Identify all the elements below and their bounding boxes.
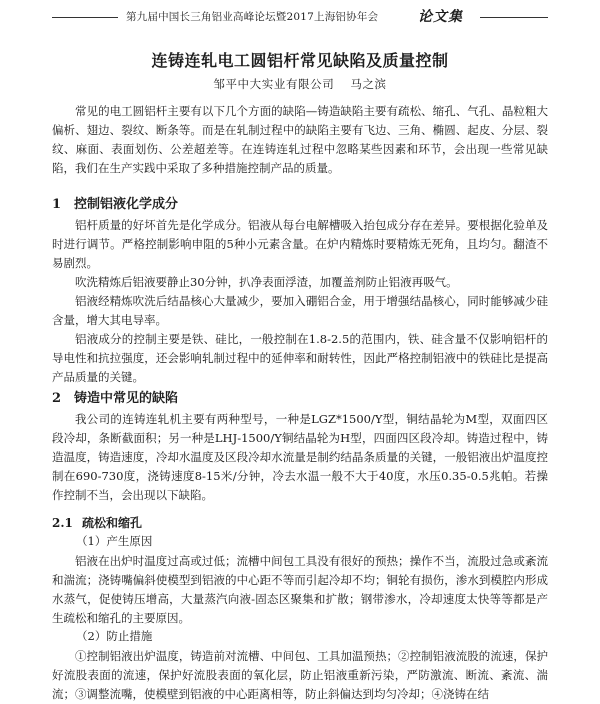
paragraph: 铝液经精炼吹洗后结晶核心大量减少，要加入硼铝合金，用于增强结晶核心，同时能够减少硅含量，增大其电导率。 xyxy=(52,294,548,327)
paragraph: 铝液在出炉时温度过高或过低；流槽中间包工具没有很好的预热；操作不当，流股过急或紊流和湍流；浇铸嘴偏斜使模型到铝液的中心距不等而引起冷却不均；铜轮有损伤，渗水到模腔内形成水蒸气，促使铸压增高，大量蒸汽向液-固态区聚集和扩散；钢带渗水，冷却速度太快等等都是产生疏松和缩孔的主要原因。 xyxy=(52,554,548,625)
section-2-heading xyxy=(52,387,178,406)
section-1-number: 1 xyxy=(52,197,62,212)
section-2-number: 2 xyxy=(52,391,62,406)
header-rule-left xyxy=(52,17,118,18)
section-2-title: 铸造中常见的缺陷 xyxy=(74,391,179,406)
paragraph: ①控制铝液出炉温度，铸造前对流槽、中间包、工具加温预热；②控制铝液流股的流速，保护好流股表面的流速，保护好流股表面的氧化层，防止铝液重新污染，严防激流、断流、紊流、湍流；③调整流嘴，使模壁到铝液的中心距离相等，防止斜偏达到均匀冷却；④浇铸在结 xyxy=(52,649,548,701)
section-1-title: 控制铝液化学成分 xyxy=(74,197,179,212)
paragraph: 铝杆质量的好坏首先是化学成分。铝液从每台电解槽吸入抬包成分存在差异。要根据化验单及时进行调节。严格控制影响申阻的5种小元素含量。在炉内精炼时要精炼无死角，且均匀。翻渣不易剧烈。 xyxy=(52,218,548,270)
section-2-body xyxy=(52,410,548,505)
section-1-body xyxy=(52,216,548,387)
affiliation: 邹平中大实业有限公司 xyxy=(213,77,335,91)
header-rule-right xyxy=(480,17,548,18)
measure-label: （2）防止措施 xyxy=(76,629,153,643)
paper-title: 连铸连轧电工圆铝杆常见缺陷及质量控制 xyxy=(151,51,449,70)
paragraph: 我公司的连铸连轧机主要有两种型号，一种是LGZ*1500/Y型，铜结晶轮为M型，双面四区段冷却，条断截面积；另一种是LHJ-1500/Y铜结晶轮为H型，四面四区段冷却。铸造过程中，铸造温度，铸造速度，冷却水温度及区段冷却水流量是制约结晶条质量的关键，一般铝液出炉温度控制在690-730度，浇铸速度8-15米/分钟，冷去水温一般不大于40度，水压0.35-0.5兆帕。若操作控制不当，会出现以下缺陷。 xyxy=(52,412,548,502)
running-header xyxy=(0,0,600,36)
intro-paragraph xyxy=(52,102,548,178)
proceedings-badge: 论文集 xyxy=(418,9,463,25)
cause-label: （1）产生原因 xyxy=(76,534,153,548)
author-name: 马之滨 xyxy=(350,77,387,91)
intro-text: 常见的电工圆铝杆主要有以下几个方面的缺陷—铸造缺陷主要有疏松、缩孔、气孔、晶粒粗大偏析、翅边、裂纹、断条等。而是在轧制过程中的缺陷主要有飞边、三角、椭圆、起皮、分层、裂纹、麻面、表面划伤、公差超差等。在连铸连轧过程中忽略某些因素和环节，会出现一些常见缺陷，我们在生产实践中采取了多种措施控制产品的质量。 xyxy=(52,104,548,175)
subsection-2-1-number: 2.1 xyxy=(52,516,73,530)
measure-body xyxy=(52,647,548,704)
paragraph: 铝液成分的控制主要是铁、硅比，一般控制在1.8-2.5的范围内，铁、硅含量不仅影响铝杆的导电性和抗拉强度，还会影响轧制过程中的延伸率和耐转性，因此严格控制铝液中的铁硅比是提高产品质量的关键。 xyxy=(52,332,548,384)
subsection-2-1-heading xyxy=(52,514,142,531)
author-line xyxy=(0,76,600,92)
conference-title: 第九届中国长三角铝业高峰论坛暨2017上海铝协年会 xyxy=(126,11,379,23)
subsection-2-1-title: 疏松和缩孔 xyxy=(82,516,143,530)
section-1-heading xyxy=(52,193,178,212)
paragraph: 吹洗精炼后铝液要静止30分钟，扒净表面浮渣，加覆盖剂防止铝液再吸气。 xyxy=(75,275,458,289)
cause-body xyxy=(52,552,548,628)
